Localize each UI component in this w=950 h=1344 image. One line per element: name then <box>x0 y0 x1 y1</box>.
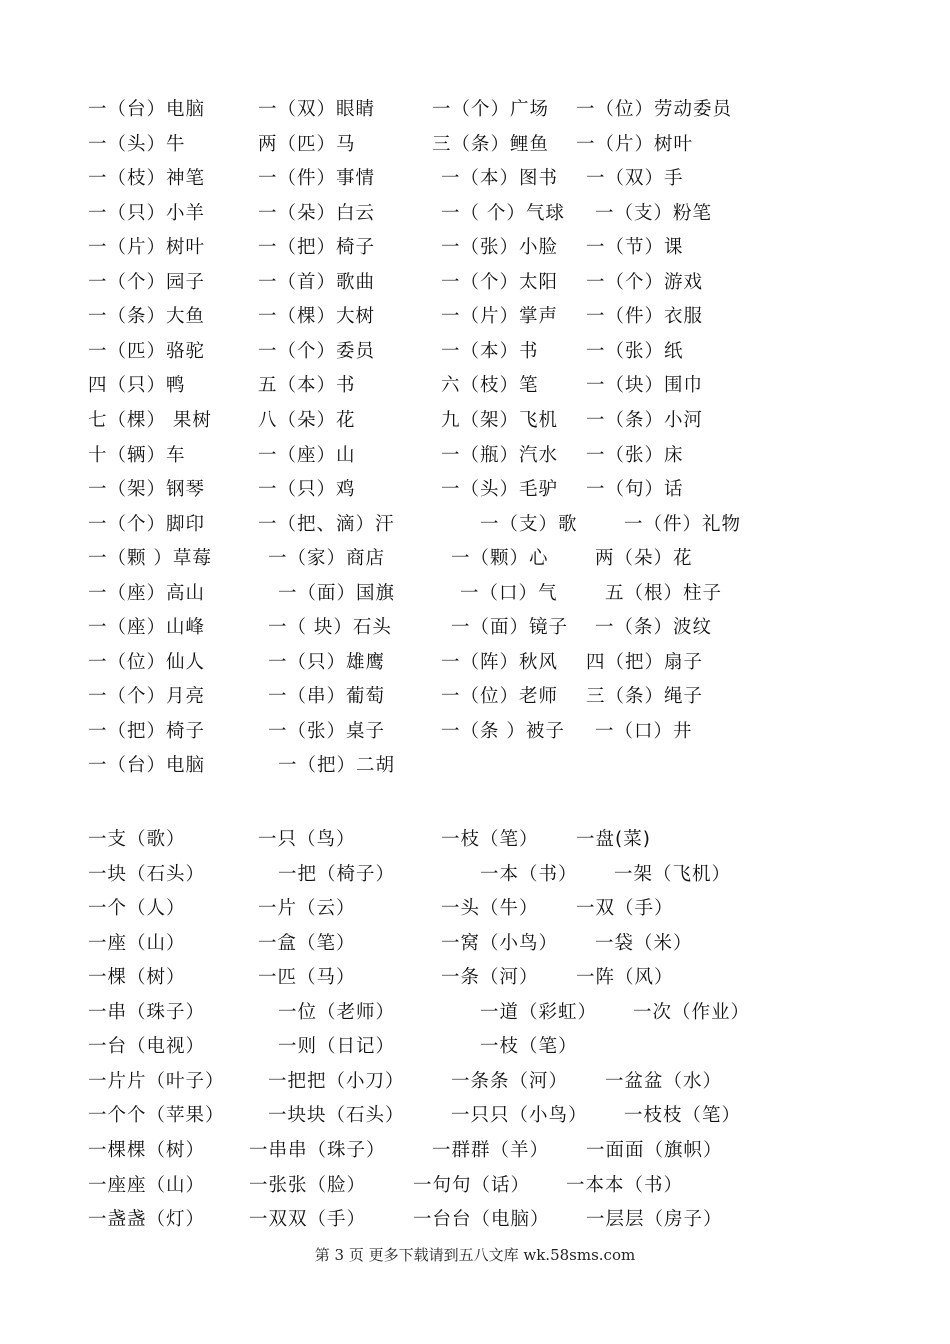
measure-word-phrase: 一阵（风） <box>576 967 674 989</box>
measure-word-phrase: 八（朵）花 <box>258 409 356 431</box>
measure-word-phrase: 一座座（山） <box>88 1174 206 1196</box>
text-line <box>0 95 950 125</box>
measure-word-phrase: 一（阵）秋风 <box>441 651 559 673</box>
measure-word-phrase: 一（座）山 <box>258 444 356 466</box>
measure-word-phrase: 一（件）事情 <box>258 168 376 190</box>
text-line <box>0 579 950 609</box>
measure-word-phrase: 一把把（小刀） <box>268 1070 405 1092</box>
text-line <box>0 825 950 855</box>
measure-word-phrase: 一（把、滴）汗 <box>258 513 395 535</box>
text-line <box>0 510 950 540</box>
measure-word-phrase: 一群群（羊） <box>432 1139 550 1161</box>
measure-word-phrase: 一（个）太阳 <box>441 271 559 293</box>
measure-word-phrase: 一位（老师） <box>278 1001 396 1023</box>
measure-word-phrase: 一（件）礼物 <box>624 513 742 535</box>
text-line <box>0 544 950 574</box>
measure-word-phrase: 一（ 个）气球 <box>441 202 565 224</box>
measure-word-phrase: 一块（石头） <box>88 863 206 885</box>
measure-word-phrase: 一句句（话） <box>413 1174 531 1196</box>
measure-word-phrase: 一（ 块）石头 <box>268 617 392 639</box>
measure-word-phrase: 一棵（树） <box>88 967 186 989</box>
measure-word-phrase: 四（把）扇子 <box>586 651 704 673</box>
measure-word-phrase: 一道（彩虹） <box>480 1001 598 1023</box>
text-line <box>0 1032 950 1062</box>
measure-word-phrase: 一（台）电脑 <box>88 755 206 777</box>
text-line <box>0 648 950 678</box>
measure-word-phrase: 一支（歌） <box>88 829 186 850</box>
measure-word-phrase: 一（条）大鱼 <box>88 306 206 328</box>
measure-word-phrase: 一台台（电脑） <box>413 1209 550 1231</box>
measure-word-phrase: 一（张）纸 <box>586 340 684 362</box>
text-line <box>0 268 950 298</box>
measure-word-phrase: 一（个）园子 <box>88 271 206 293</box>
text-line <box>0 475 950 505</box>
measure-word-phrase: 一（颗 ）草莓 <box>88 548 212 570</box>
measure-word-phrase: 一个（人） <box>88 898 186 920</box>
measure-word-phrase: 一（条 ）被子 <box>441 720 565 742</box>
text-line <box>0 717 950 747</box>
measure-word-phrase: 一（个）委员 <box>258 340 376 362</box>
text-line <box>0 1067 950 1097</box>
text-line <box>0 130 950 160</box>
measure-word-phrase: 十（辆）车 <box>88 444 186 466</box>
measure-word-phrase: 一（把）椅子 <box>88 720 206 742</box>
measure-word-phrase: 一（片）掌声 <box>441 306 559 328</box>
measure-word-phrase: 一（瓶）汽水 <box>441 444 559 466</box>
text-line <box>0 199 950 229</box>
measure-word-phrase: 一次（作业） <box>633 1001 751 1023</box>
measure-word-phrase: 一（张）桌子 <box>268 720 386 742</box>
measure-word-phrase: 三（条）绳子 <box>586 686 704 708</box>
measure-word-phrase: 一（台）电脑 <box>88 99 206 120</box>
measure-word-phrase: 一（朵）白云 <box>258 202 376 224</box>
measure-word-phrase: 一（件）衣服 <box>586 306 704 328</box>
text-line <box>0 860 950 890</box>
text-line <box>0 406 950 436</box>
measure-word-phrase: 一（头）毛驴 <box>441 479 559 501</box>
text-line <box>0 613 950 643</box>
measure-word-phrase: 一（串）葡萄 <box>268 686 386 708</box>
measure-word-phrase: 一条（河） <box>441 967 539 989</box>
measure-word-phrase: 一（支）粉笔 <box>595 202 713 224</box>
measure-word-phrase: 一片（云） <box>258 898 356 920</box>
measure-word-phrase: 一（句）话 <box>586 479 684 501</box>
measure-word-phrase: 一头（牛） <box>441 898 539 920</box>
text-line <box>0 1205 950 1235</box>
measure-word-phrase: 一（家）商店 <box>268 548 386 570</box>
measure-word-phrase: 一（本）书 <box>441 340 539 362</box>
measure-word-phrase: 三（条）鲤鱼 <box>432 133 550 155</box>
measure-word-phrase: 一（首）歌曲 <box>258 271 376 293</box>
text-line <box>0 1101 950 1131</box>
measure-word-phrase: 一（支）歌 <box>480 513 578 535</box>
measure-word-phrase: 一面面（旗帜） <box>586 1139 723 1161</box>
measure-word-phrase: 一盏盏（灯） <box>88 1209 206 1231</box>
measure-word-phrase: 一（个）游戏 <box>586 271 704 293</box>
measure-word-phrase: 一袋（米） <box>595 932 693 954</box>
measure-word-phrase: 一台（电视） <box>88 1036 206 1058</box>
measure-word-phrase: 一盒（笔） <box>258 932 356 954</box>
measure-word-phrase: 一（只）雄鹰 <box>268 651 386 673</box>
measure-word-phrase: 一（口）井 <box>595 720 693 742</box>
measure-word-phrase: 一（位）老师 <box>441 686 559 708</box>
text-line <box>0 1136 950 1166</box>
measure-word-phrase: 一本（书） <box>480 863 578 885</box>
measure-word-phrase: 一串（珠子） <box>88 1001 206 1023</box>
measure-word-phrase: 一（把）二胡 <box>278 755 396 777</box>
measure-word-phrase: 一串串（珠子） <box>249 1139 386 1161</box>
measure-word-phrase: 一枝（笔） <box>441 829 539 850</box>
measure-word-phrase: 一（个）月亮 <box>88 686 206 708</box>
measure-word-phrase: 五（本）书 <box>258 375 356 397</box>
measure-word-phrase: 一（面）镜子 <box>451 617 569 639</box>
text-line <box>0 233 950 263</box>
measure-word-phrase: 一把（椅子） <box>278 863 396 885</box>
text-line <box>0 441 950 471</box>
text-line <box>0 337 950 367</box>
text-line <box>0 998 950 1028</box>
measure-word-phrase: 一（座）山峰 <box>88 617 206 639</box>
text-line <box>0 302 950 332</box>
measure-word-phrase: 一（条）波纹 <box>595 617 713 639</box>
measure-word-phrase: 一盘(菜) <box>576 829 651 850</box>
measure-word-phrase: 一（座）高山 <box>88 582 206 604</box>
measure-word-phrase: 一盆盆（水） <box>605 1070 723 1092</box>
measure-word-phrase: 一则（日记） <box>278 1036 396 1058</box>
measure-word-phrase: 两（朵）花 <box>595 548 693 570</box>
measure-word-phrase: 一（头）牛 <box>88 133 186 155</box>
text-line <box>0 963 950 993</box>
measure-word-phrase: 一（只）小羊 <box>88 202 206 224</box>
measure-word-phrase: 一（只）鸡 <box>258 479 356 501</box>
text-line <box>0 929 950 959</box>
measure-word-phrase: 一（块）围巾 <box>586 375 704 397</box>
measure-word-phrase: 一（枝）神笔 <box>88 168 206 190</box>
measure-word-phrase: 两（匹）马 <box>258 133 356 155</box>
text-line <box>0 371 950 401</box>
measure-word-phrase: 一（口）气 <box>460 582 558 604</box>
measure-word-phrase: 一（个）脚印 <box>88 513 206 535</box>
measure-word-phrase: 一枝枝（笔） <box>624 1105 742 1127</box>
measure-word-phrase: 一（双）眼睛 <box>258 99 376 120</box>
measure-word-phrase: 一只只（小鸟） <box>451 1105 588 1127</box>
measure-word-phrase: 一（片）树叶 <box>576 133 694 155</box>
measure-word-phrase: 七（棵） 果树 <box>88 409 212 431</box>
measure-word-phrase: 六（枝）笔 <box>441 375 539 397</box>
measure-word-phrase: 一（片）树叶 <box>88 237 206 259</box>
measure-word-phrase: 一片片（叶子） <box>88 1070 225 1092</box>
measure-word-phrase: 九（架）飞机 <box>441 409 559 431</box>
measure-word-phrase: 一（个）广场 <box>432 99 550 120</box>
measure-word-phrase: 一张张（脸） <box>249 1174 367 1196</box>
text-line <box>0 894 950 924</box>
measure-word-phrase: 一（棵）大树 <box>258 306 376 328</box>
measure-word-phrase: 一架（飞机） <box>614 863 732 885</box>
measure-word-phrase: 一枝（笔） <box>480 1036 578 1058</box>
measure-word-phrase: 一座（山） <box>88 932 186 954</box>
measure-word-phrase: 一（双）手 <box>586 168 684 190</box>
text-line <box>0 751 950 781</box>
measure-word-phrase: 一本本（书） <box>566 1174 684 1196</box>
measure-word-phrase: 一（位）劳动委员 <box>576 99 733 120</box>
measure-word-phrase: 一只（鸟） <box>258 829 356 850</box>
measure-word-phrase: 一层层（房子） <box>586 1209 723 1231</box>
text-line <box>0 1171 950 1201</box>
measure-word-phrase: 一棵棵（树） <box>88 1139 206 1161</box>
measure-word-phrase: 一（颗）心 <box>451 548 549 570</box>
measure-word-phrase: 一（条）小河 <box>586 409 704 431</box>
measure-word-phrase: 一（张）小脸 <box>441 237 559 259</box>
measure-word-phrase: 一匹（马） <box>258 967 356 989</box>
measure-word-phrase: 一（面）国旗 <box>278 582 396 604</box>
measure-word-phrase: 一窝（小鸟） <box>441 932 559 954</box>
measure-word-phrase: 一（本）图书 <box>441 168 559 190</box>
text-line <box>0 682 950 712</box>
measure-word-phrase: 一（节）课 <box>586 237 684 259</box>
measure-word-phrase: 一双（手） <box>576 898 674 920</box>
text-line <box>0 164 950 194</box>
measure-word-phrase: 一（位）仙人 <box>88 651 206 673</box>
measure-word-phrase: 一（张）床 <box>586 444 684 466</box>
measure-word-phrase: 一双双（手） <box>249 1209 367 1231</box>
measure-word-phrase: 一（架）钢琴 <box>88 479 206 501</box>
measure-word-phrase: 一（匹）骆驼 <box>88 340 206 362</box>
measure-word-phrase: 四（只）鸭 <box>88 375 186 397</box>
measure-word-phrase: 一块块（石头） <box>268 1105 405 1127</box>
measure-word-phrase: 五（根）柱子 <box>605 582 723 604</box>
page-footer: 第 3 页 更多下载请到五八文库 wk.58sms.com <box>314 1246 636 1264</box>
measure-word-phrase: 一条条（河） <box>451 1070 569 1092</box>
measure-word-phrase: 一（把）椅子 <box>258 237 376 259</box>
measure-word-phrase: 一个个（苹果） <box>88 1105 225 1127</box>
